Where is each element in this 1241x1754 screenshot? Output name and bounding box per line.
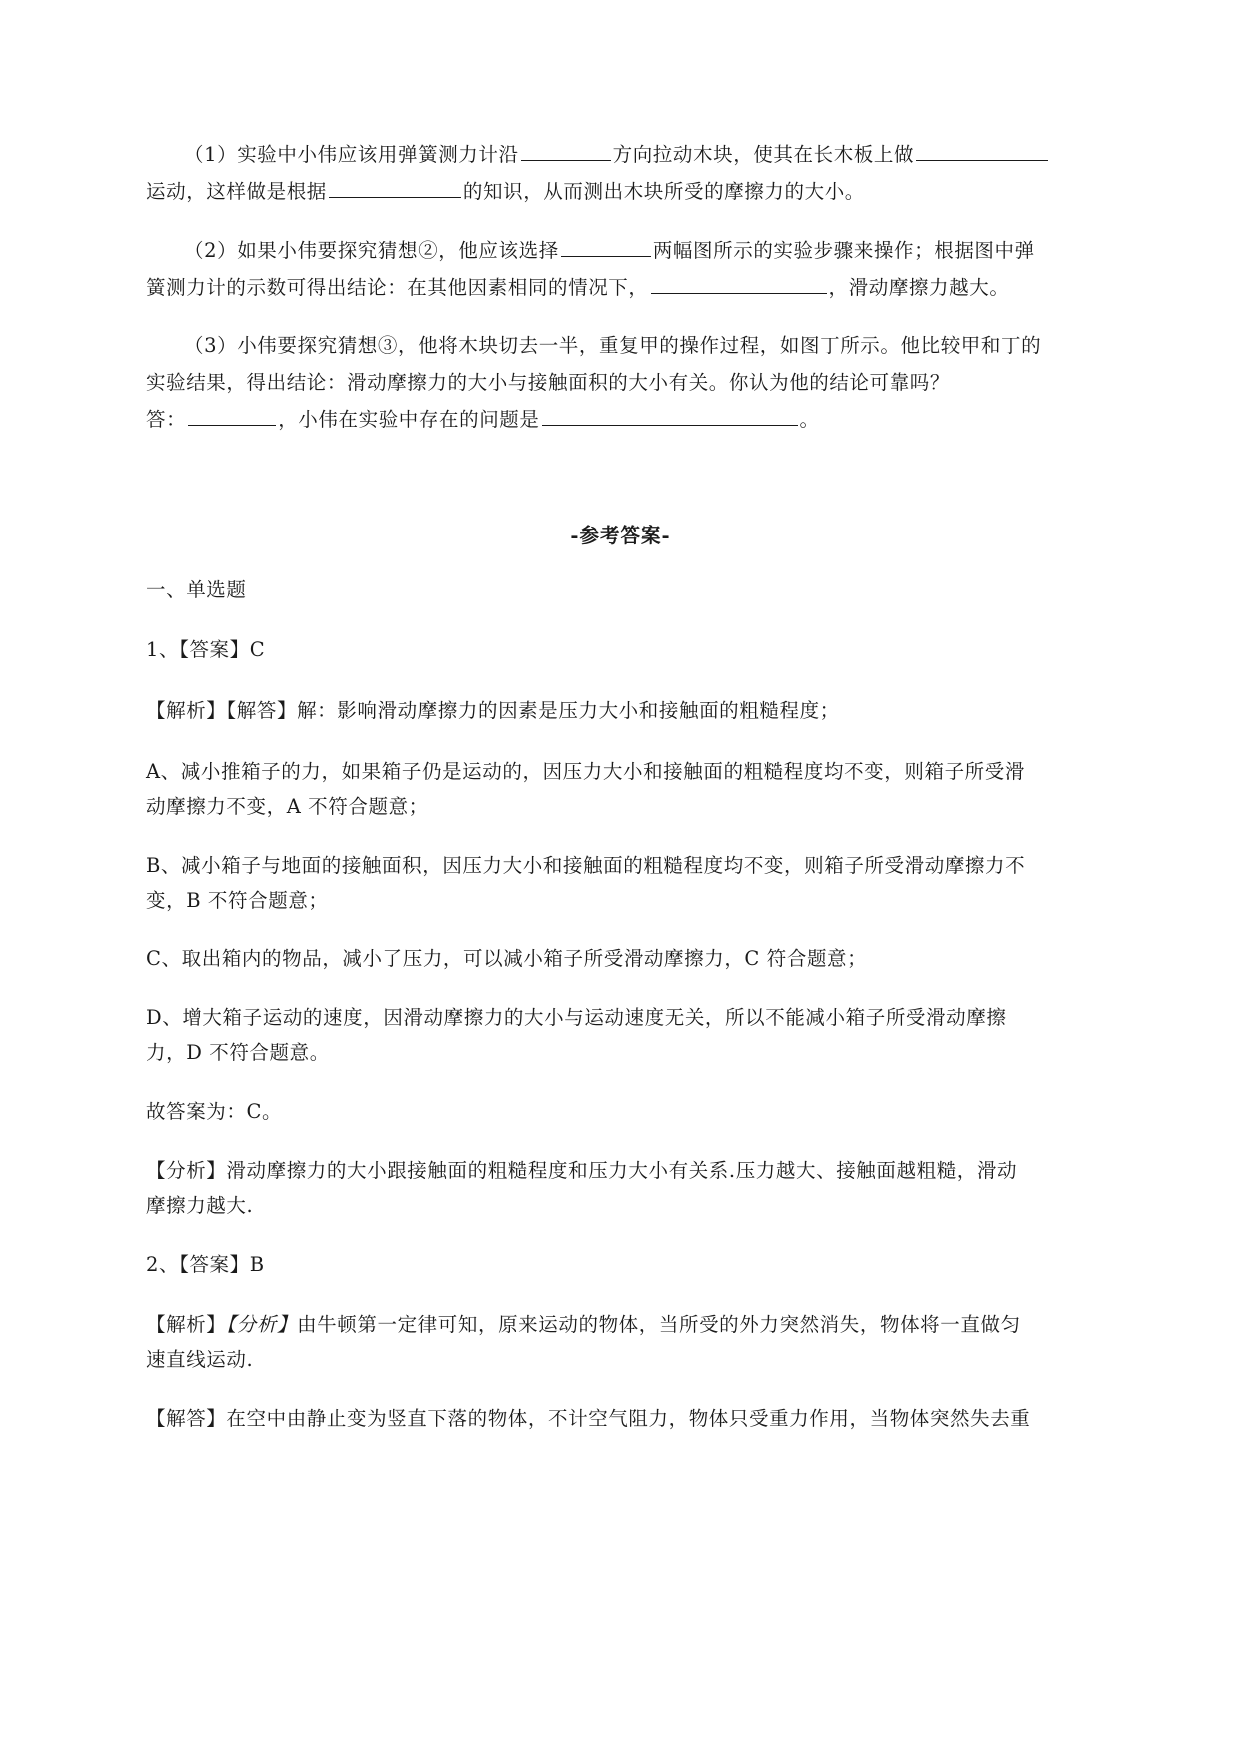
fenxi-tag: 【分析】 xyxy=(146,1159,227,1182)
solution-tag: 【解答】 xyxy=(146,1407,227,1430)
q1-option-d-line2: 力，D 不符合题意。 xyxy=(146,1041,330,1064)
q1-number: 1、 xyxy=(146,638,180,661)
q1-option-a-line2: 动摩擦力不变，A 不符合题意； xyxy=(146,795,429,818)
q1-option-a-line1: A、减小推箱子的力，如果箱子仍是运动的，因压力大小和接触面的粗糙程度均不变，则箱子所受滑 xyxy=(146,760,1025,783)
answer-blank[interactable] xyxy=(542,405,798,426)
q1-fenxi-line2: 摩擦力越大. xyxy=(146,1194,254,1217)
fenxi-text: 滑动摩擦力的大小跟接触面的粗糙程度和压力大小有关系.压力越大、接触面越粗糙，滑动 xyxy=(226,1159,1018,1182)
q-part1-text-c: 运动，这样做是根据 xyxy=(146,180,327,203)
answer-blank[interactable] xyxy=(916,140,1048,161)
answer-blank[interactable] xyxy=(329,177,461,198)
q-part2-text-d: ，滑动摩擦力越大。 xyxy=(828,276,1010,299)
fenxi-tag: 【分析】 xyxy=(226,1313,298,1336)
q-part3-line2: 实验结果，得出结论：滑动摩擦力的大小与接触面积的大小有关。你认为他的结论可靠吗？ xyxy=(146,371,951,394)
q1-option-d-line1: D、增大箱子运动的速度，因滑动摩擦力的大小与运动速度无关，所以不能减小箱子所受滑动摩擦 xyxy=(146,1006,1007,1029)
analysis-tag: 【解析】 xyxy=(146,1313,227,1336)
answer-value: B xyxy=(249,1253,265,1276)
q2-analysis-line1 xyxy=(146,1311,1021,1339)
q1-option-b-line2: 变，B 不符合题意； xyxy=(146,889,329,912)
analysis-text: 由牛顿第一定律可知，原来运动的物体，当所受的外力突然消失，物体将一直做匀 xyxy=(297,1313,1021,1336)
q2-answer-header xyxy=(146,1251,265,1279)
answer-blank[interactable] xyxy=(561,236,651,257)
answer-blank[interactable] xyxy=(188,405,276,426)
q-part3-text-a: 答： xyxy=(146,408,187,431)
section-heading: 一、单选题 xyxy=(146,578,247,601)
q2-number: 2、 xyxy=(146,1253,180,1276)
answers-title: -参考答案- xyxy=(570,524,671,547)
q-part1-line2 xyxy=(146,177,865,205)
solution-text: 在空中由静止变为竖直下落的物体，不计空气阻力，物体只受重力作用，当物体突然失去重 xyxy=(226,1407,1031,1430)
analysis-text: 解：影响滑动摩擦力的因素是压力大小和接触面的粗糙程度； xyxy=(297,699,840,722)
answer-tag: 【答案】 xyxy=(179,1253,250,1276)
q1-analysis xyxy=(146,697,840,725)
q1-fenxi-line1 xyxy=(146,1157,1017,1185)
q-part3-line1: （3）小伟要探究猜想③，他将木块切去一半，重复甲的操作过程，如图丁所示。他比较甲和丁的 xyxy=(184,334,1042,357)
q-part3-text-b: ，小伟在实验中存在的问题是 xyxy=(278,408,540,431)
analysis-tag: 【解析】 xyxy=(146,699,227,722)
q2-jieda-line1 xyxy=(146,1405,1030,1433)
solution-tag: 【解答】 xyxy=(226,699,298,722)
q-part1-text-a: （1）实验中小伟应该用弹簧测力计沿 xyxy=(184,143,519,166)
q-part1-line1 xyxy=(184,140,1050,168)
q-part1-text-b: 方向拉动木块，使其在长木板上做 xyxy=(612,143,915,166)
q-part3-text-c: 。 xyxy=(799,408,820,431)
q1-answer-header xyxy=(146,636,265,664)
answer-value: C xyxy=(249,638,266,661)
q-part1-text-d: 的知识，从而测出木块所受的摩擦力的大小。 xyxy=(462,180,865,203)
q-part2-line1 xyxy=(184,236,1035,264)
q-part2-text-a: （2）如果小伟要探究猜想②，他应该选择 xyxy=(184,239,559,262)
q-part2-text-c: 簧测力计的示数可得出结论：在其他因素相同的情况下， xyxy=(146,276,649,299)
answer-tag: 【答案】 xyxy=(179,638,250,661)
q1-option-b-line1: B、减小箱子与地面的接触面积，因压力大小和接触面的粗糙程度均不变，则箱子所受滑动摩擦力不 xyxy=(146,854,1026,877)
q-part3-line3 xyxy=(146,405,820,433)
q-part2-line2 xyxy=(146,273,1009,301)
answer-blank[interactable] xyxy=(521,140,611,161)
q1-option-c-line1: C、取出箱内的物品，减小了压力，可以减小箱子所受滑动摩擦力，C 符合题意； xyxy=(146,947,868,970)
q1-conclusion: 故答案为：C。 xyxy=(146,1100,283,1123)
q2-analysis-line2: 速直线运动. xyxy=(146,1348,254,1371)
q-part2-text-b: 两幅图所示的实验步骤来操作；根据图中弹 xyxy=(652,239,1035,262)
answer-blank[interactable] xyxy=(651,273,827,294)
